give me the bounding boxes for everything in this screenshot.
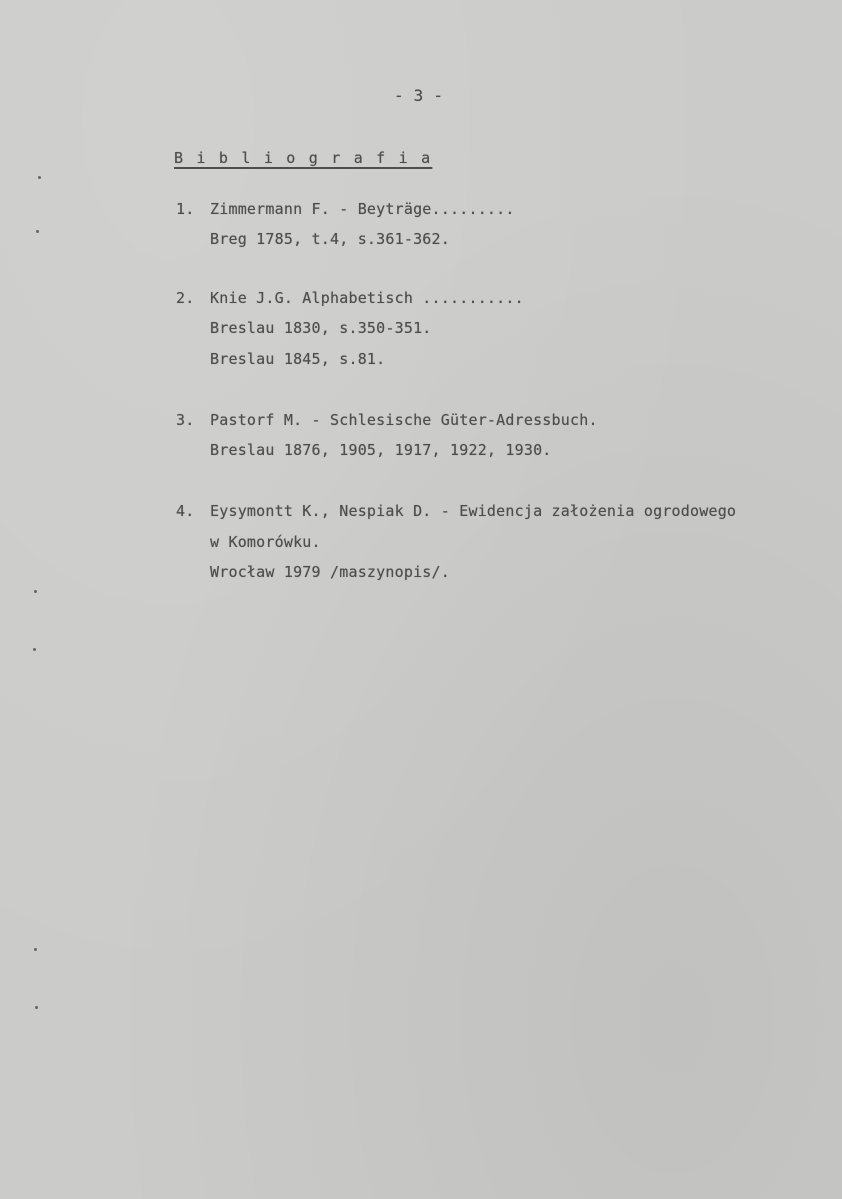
page-number: - 3 - — [394, 86, 444, 105]
scan-speck — [34, 590, 37, 593]
scan-speck — [36, 230, 39, 233]
entry-3-line-1: Pastorf M. - Schlesische Güter-Adressbuch. — [210, 411, 598, 429]
entry-4-line-3: Wrocław 1979 /maszynopis/. — [210, 563, 450, 581]
scan-speck — [35, 1006, 38, 1009]
entry-4-line-2: w Komorówku. — [210, 533, 321, 551]
entry-4-line-1: Eysymontt K., Nespiak D. - Ewidencja założenia ogrodowego — [210, 502, 737, 520]
scan-speck — [38, 176, 41, 179]
scan-speck — [33, 648, 36, 651]
entry-2-number: 2. — [176, 289, 195, 307]
entry-4-number: 4. — [176, 502, 195, 520]
entry-3-line-2: Breslau 1876, 1905, 1917, 1922, 1930. — [210, 441, 552, 459]
entry-1-line-1: Zimmermann F. - Beyträge......... — [210, 200, 515, 218]
entry-2-line-2: Breslau 1830, s.350-351. — [210, 319, 432, 337]
entry-2-line-1: Knie J.G. Alphabetisch ........... — [210, 289, 524, 307]
scan-speck — [34, 948, 37, 951]
entry-1-number: 1. — [176, 200, 195, 218]
bibliography-heading: B i b l i o g r a f i a — [174, 149, 433, 167]
entry-3-number: 3. — [176, 411, 195, 429]
entry-1-line-2: Breg 1785, t.4, s.361-362. — [210, 230, 450, 248]
entry-2-line-3: Breslau 1845, s.81. — [210, 350, 386, 368]
